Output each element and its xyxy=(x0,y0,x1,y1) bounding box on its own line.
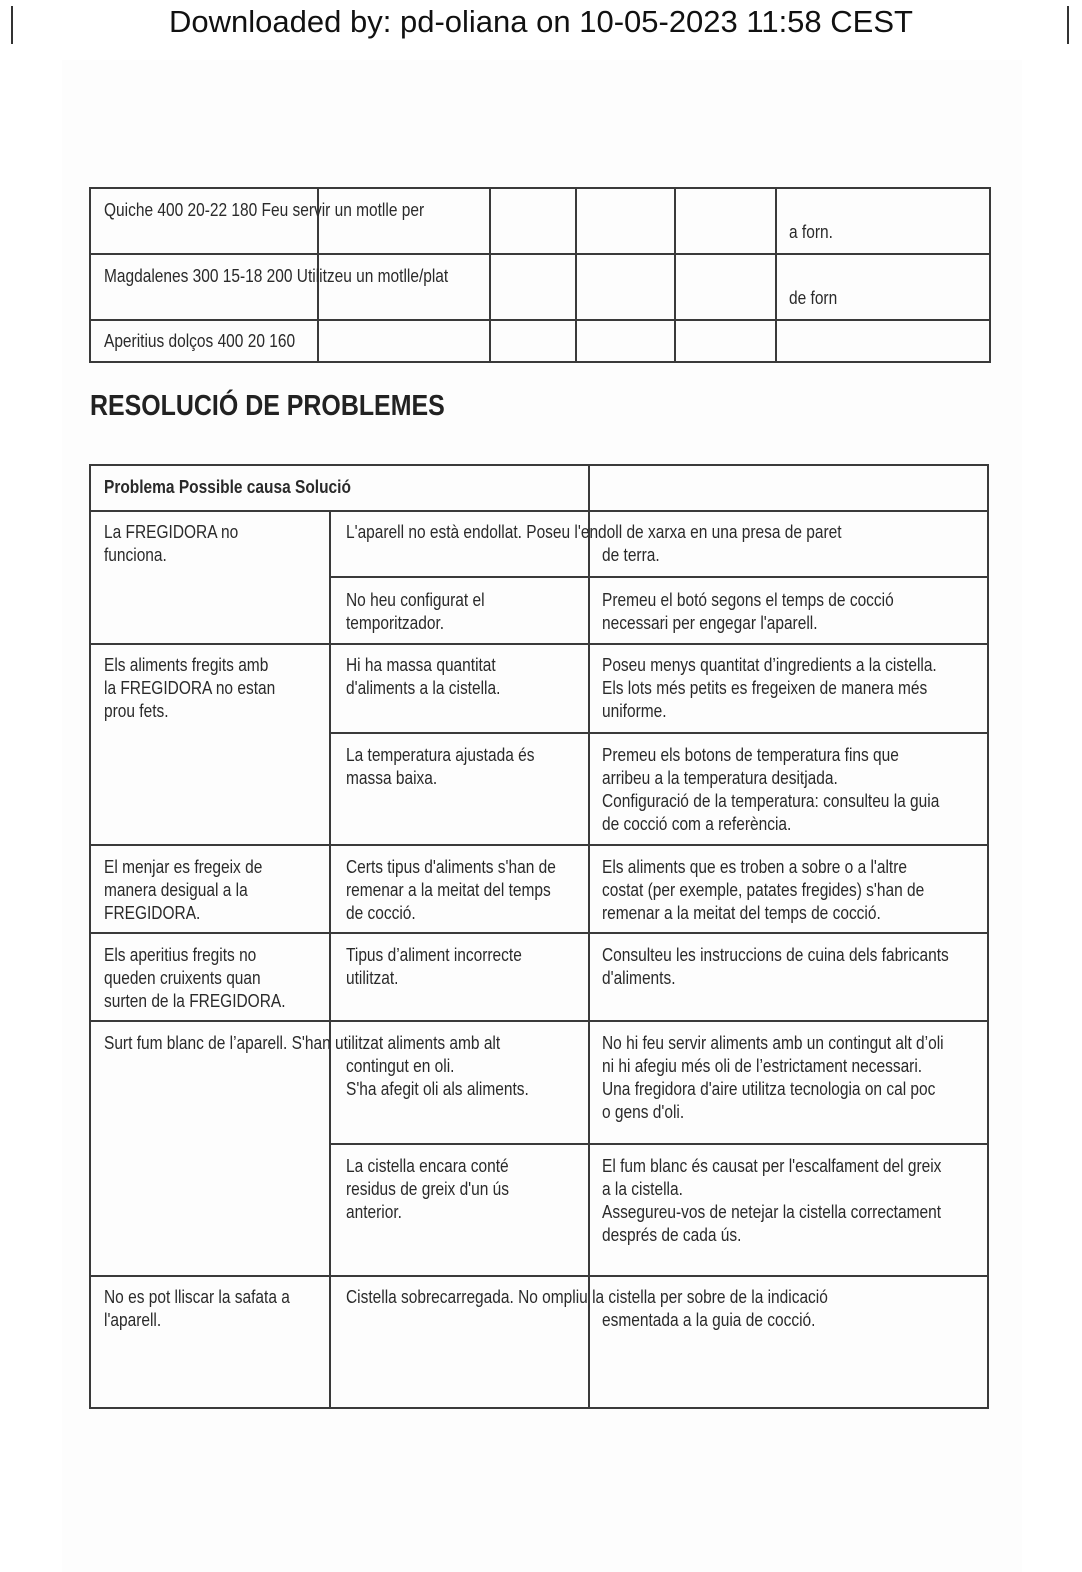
solution-cell: esmentada a la guia de cocció. xyxy=(602,1310,816,1330)
download-notice: Downloaded by: pd-oliana on 10-05-2023 11:58 CEST xyxy=(169,4,913,39)
solution-cell: de terra. xyxy=(602,545,660,565)
cause-cell: La temperatura ajustada és massa baixa. xyxy=(346,745,535,788)
table-cell: Magdalenes 300 15-18 200 Utilitzeu un motlle/plat xyxy=(104,266,449,286)
problem-cell: El menjar es fregeix de manera desigual a la FREGIDORA. xyxy=(104,857,263,923)
table-cell: de forn xyxy=(789,288,838,308)
problem-cell: La FREGIDORA no funciona. xyxy=(104,522,239,565)
solution-cell: Poseu menys quantitat d’ingredients a la cistella. Els lots més petits es fregeixen de manera més uniforme. xyxy=(602,655,937,721)
table-cell: Aperitius dolços 400 20 160 xyxy=(104,331,296,351)
cause-cell: Cistella sobrecarregada. No ompliu la cistella per sobre de la indicació xyxy=(346,1287,828,1307)
problem-cell: Surt fum blanc de l’aparell. S'han utilitzat aliments amb alt xyxy=(104,1033,501,1053)
solution-cell: El fum blanc és causat per l'escalfament del greix a la cistella. Assegureu-vos de netejar la cistella correctament després de cada ús. xyxy=(602,1156,942,1245)
table-cell: a forn. xyxy=(789,222,833,242)
table-cell: Quiche 400 20-22 180 Feu servir un motlle per xyxy=(104,200,425,220)
problem-cell: No es pot lliscar la safata a l'aparell. xyxy=(104,1287,290,1330)
section-title: RESOLUCIÓ DE PROBLEMES xyxy=(90,390,445,422)
solution-cell: Els aliments que es troben a sobre o a l'altre costat (per exemple, patates fregides) s'han de remenar a la meitat del temps de cocció. xyxy=(602,857,925,923)
cause-cell: La cistella encara conté residus de greix d'un ús anterior. xyxy=(346,1156,510,1222)
cause-cell: Certs tipus d'aliments s'han de remenar a la meitat del temps de cocció. xyxy=(346,857,556,923)
cause-cell: Hi ha massa quantitat d'aliments a la cistella. xyxy=(346,655,501,698)
problem-cell: Els aliments fregits amb la FREGIDORA no estan prou fets. xyxy=(104,655,276,721)
solution-cell: Premeu el botó segons el temps de cocció necessari per engegar l'aparell. xyxy=(602,590,894,633)
cause-cell: No heu configurat el temporitzador. xyxy=(346,590,485,633)
problem-cell: Els aperitius fregits no queden cruixents quan surten de la FREGIDORA. xyxy=(104,945,286,1011)
solution-cell: Consulteu les instruccions de cuina dels fabricants d'aliments. xyxy=(602,945,949,988)
table-header: Problema Possible causa Solució xyxy=(104,477,351,497)
cause-cell: Tipus d’aliment incorrecte utilitzat. xyxy=(346,945,522,988)
solution-cell: Premeu els botons de temperatura fins que arribeu a la temperatura desitjada. Configuració de la temperatura: consulteu la guia de cocció com a referència. xyxy=(602,745,940,834)
cause-cell: contingut en oli. S'ha afegit oli als aliments. xyxy=(346,1056,529,1099)
solution-cell: No hi feu servir aliments amb un contingut alt d’oli ni hi afegiu més oli de l’estrictament necessari. Una fregidora d'aire utilitza tecnologia on cal poc o gens d'oli. xyxy=(602,1033,944,1122)
cause-cell: L'aparell no està endollat. Poseu l'endoll de xarxa en una presa de paret xyxy=(346,522,842,542)
